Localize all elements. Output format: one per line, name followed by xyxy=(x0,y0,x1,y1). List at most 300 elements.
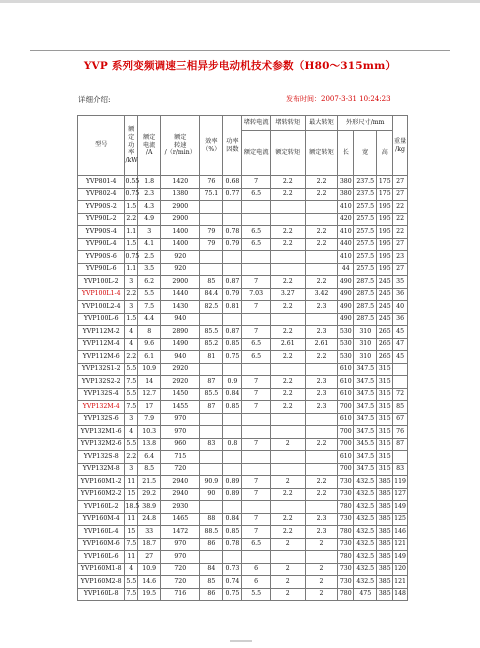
cell-power: 4 xyxy=(125,326,138,339)
cell-stall-current xyxy=(242,463,270,476)
cell-length: 380 xyxy=(338,188,354,201)
cell-width: 347.5 xyxy=(354,463,377,476)
cell-power-factor xyxy=(223,313,242,326)
cell-height: 385 xyxy=(377,488,393,501)
intro-label: 详细介绍: xyxy=(78,95,111,104)
cell-power-factor: 0.87 xyxy=(223,326,242,339)
cell-height: 385 xyxy=(377,576,393,589)
header-weight-part: 重量 xyxy=(393,137,407,145)
cell-speed: 970 xyxy=(161,538,200,551)
cell-max-torque: 2.3 xyxy=(305,326,338,339)
cell-speed: 920 xyxy=(161,251,200,264)
cell-model: YVP90S-2 xyxy=(78,201,125,214)
cell-stall-torque: 2.61 xyxy=(270,338,305,351)
cell-max-torque: 2.2 xyxy=(305,276,338,289)
cell-speed: 1455 xyxy=(161,401,200,414)
header-rated-torque: 额定转矩 xyxy=(270,131,305,176)
cell-stall-torque: 2.2 xyxy=(270,388,305,401)
cell-weight: 23 xyxy=(393,251,408,264)
cell-stall-current: 6 xyxy=(242,563,270,576)
cell-model: YVP160L-6 xyxy=(78,551,125,564)
cell-width: 432.5 xyxy=(354,526,377,539)
cell-stall-torque: 2 xyxy=(270,538,305,551)
cell-height: 385 xyxy=(377,513,393,526)
cell-weight: 45 xyxy=(393,326,408,339)
cell-height: 245 xyxy=(377,313,393,326)
cell-power-factor xyxy=(223,363,242,376)
cell-max-torque: 2.3 xyxy=(305,513,338,526)
header-weight-part: /kg xyxy=(395,145,405,153)
cell-efficiency xyxy=(200,463,223,476)
cell-max-torque: 2 xyxy=(305,576,338,589)
cell-current: 18.7 xyxy=(138,538,161,551)
cell-width: 257.5 xyxy=(354,213,377,226)
cell-current: 8.5 xyxy=(138,463,161,476)
cell-weight: 83 xyxy=(393,463,408,476)
cell-max-torque: 2.61 xyxy=(305,338,338,351)
cell-model: YVP160M1-8 xyxy=(78,563,125,576)
cell-weight: 127 xyxy=(393,488,408,501)
cell-model: YVP132S1-2 xyxy=(78,363,125,376)
cell-height: 315 xyxy=(377,401,393,414)
cell-width: 347.5 xyxy=(354,426,377,439)
cell-speed: 2900 xyxy=(161,276,200,289)
cell-current: 12.7 xyxy=(138,388,161,401)
table-row xyxy=(78,251,408,264)
cell-current: 14.6 xyxy=(138,576,161,589)
cell-stall-current xyxy=(242,263,270,276)
cell-weight: 22 xyxy=(393,201,408,214)
cell-power-factor xyxy=(223,451,242,464)
table-row xyxy=(78,476,408,489)
cell-stall-current: 7 xyxy=(242,401,270,414)
cell-width: 287.5 xyxy=(354,301,377,314)
cell-current: 1.8 xyxy=(138,176,161,189)
cell-speed: 2930 xyxy=(161,501,200,514)
cell-efficiency: 85 xyxy=(200,276,223,289)
header-power-part: 率 xyxy=(128,149,135,157)
header-efficiency xyxy=(200,116,223,176)
cell-weight xyxy=(393,363,408,376)
table-row xyxy=(78,263,408,276)
cell-height: 315 xyxy=(377,438,393,451)
cell-stall-current: 5.5 xyxy=(242,588,270,601)
table-row xyxy=(78,488,408,501)
cell-power: 11 xyxy=(125,551,138,564)
cell-model: YVP90S-4 xyxy=(78,226,125,239)
cell-width: 432.5 xyxy=(354,476,377,489)
cell-model: YVP90S-6 xyxy=(78,251,125,264)
cell-speed: 940 xyxy=(161,351,200,364)
cell-stall-torque xyxy=(270,251,305,264)
cell-stall-current xyxy=(242,363,270,376)
cell-power: 18.5 xyxy=(125,501,138,514)
cell-efficiency: 87 xyxy=(200,401,223,414)
cell-width: 310 xyxy=(354,326,377,339)
cell-max-torque: 2.2 xyxy=(305,188,338,201)
cell-current: 10.3 xyxy=(138,426,161,439)
cell-power-factor: 0.68 xyxy=(223,176,242,189)
cell-stall-torque: 2.2 xyxy=(270,238,305,251)
cell-height: 315 xyxy=(377,413,393,426)
cell-efficiency: 85 xyxy=(200,576,223,589)
cell-current: 21.5 xyxy=(138,476,161,489)
cell-max-torque: 2 xyxy=(305,588,338,601)
cell-speed: 716 xyxy=(161,588,200,601)
cell-power-factor xyxy=(223,213,242,226)
cell-speed: 720 xyxy=(161,576,200,589)
cell-height: 265 xyxy=(377,338,393,351)
cell-model: YVP132S2-2 xyxy=(78,376,125,389)
cell-length: 610 xyxy=(338,363,354,376)
cell-power: 7.5 xyxy=(125,538,138,551)
cell-weight: 149 xyxy=(393,551,408,564)
cell-stall-current: 7 xyxy=(242,301,270,314)
cell-current: 14 xyxy=(138,376,161,389)
cell-power-factor: 0.87 xyxy=(223,276,242,289)
cell-speed: 720 xyxy=(161,463,200,476)
cell-current: 7.5 xyxy=(138,301,161,314)
cell-height: 195 xyxy=(377,213,393,226)
header-power-part: 定 xyxy=(128,133,135,141)
cell-power: 0.75 xyxy=(125,251,138,264)
cell-efficiency: 83 xyxy=(200,438,223,451)
cell-efficiency: 85.5 xyxy=(200,388,223,401)
table-row xyxy=(78,176,408,189)
cell-weight: 36 xyxy=(393,288,408,301)
cell-width: 432.5 xyxy=(354,576,377,589)
cell-model: YVP90L-4 xyxy=(78,238,125,251)
cell-stall-torque: 2.2 xyxy=(270,176,305,189)
cell-speed: 1490 xyxy=(161,338,200,351)
cell-power: 3 xyxy=(125,463,138,476)
cell-efficiency: 90 xyxy=(200,488,223,501)
cell-length: 610 xyxy=(338,413,354,426)
header-power-part: /kW xyxy=(125,157,138,165)
cell-power-factor: 0.81 xyxy=(223,301,242,314)
cell-efficiency xyxy=(200,501,223,514)
cell-stall-current xyxy=(242,201,270,214)
header-power-part: 功 xyxy=(128,141,135,149)
cell-length: 410 xyxy=(338,251,354,264)
cell-efficiency xyxy=(200,263,223,276)
cell-speed: 1400 xyxy=(161,226,200,239)
cell-stall-current: 7 xyxy=(242,388,270,401)
spec-table xyxy=(77,115,408,601)
cell-length: 440 xyxy=(338,238,354,251)
cell-stall-current: 7 xyxy=(242,488,270,501)
cell-stall-torque xyxy=(270,551,305,564)
cell-current: 5.5 xyxy=(138,288,161,301)
cell-max-torque xyxy=(305,363,338,376)
cell-speed: 970 xyxy=(161,426,200,439)
cell-power: 7.5 xyxy=(125,588,138,601)
cell-power: 1.5 xyxy=(125,201,138,214)
cell-current: 17 xyxy=(138,401,161,414)
cell-speed: 970 xyxy=(161,551,200,564)
cell-height: 315 xyxy=(377,363,393,376)
cell-weight: 27 xyxy=(393,176,408,189)
cell-max-torque xyxy=(305,551,338,564)
cell-width: 257.5 xyxy=(354,238,377,251)
cell-height: 265 xyxy=(377,326,393,339)
table-row xyxy=(78,538,408,551)
cell-height: 265 xyxy=(377,351,393,364)
cell-length: 380 xyxy=(338,176,354,189)
cell-power-factor: 0.75 xyxy=(223,351,242,364)
cell-power: 11 xyxy=(125,476,138,489)
cell-model: YVP160M2-8 xyxy=(78,576,125,589)
cell-power: 2.2 xyxy=(125,213,138,226)
cell-height: 315 xyxy=(377,463,393,476)
cell-power: 1.5 xyxy=(125,238,138,251)
cell-max-torque: 2.2 xyxy=(305,476,338,489)
cell-power-factor: 0.79 xyxy=(223,238,242,251)
cell-height: 245 xyxy=(377,301,393,314)
cell-weight: 45 xyxy=(393,351,408,364)
cell-stall-torque: 2.2 xyxy=(270,351,305,364)
cell-power-factor: 0.84 xyxy=(223,513,242,526)
cell-efficiency: 79 xyxy=(200,238,223,251)
cell-max-torque xyxy=(305,313,338,326)
cell-power-factor: 0.8 xyxy=(223,438,242,451)
cell-stall-current xyxy=(242,413,270,426)
cell-width: 287.5 xyxy=(354,288,377,301)
table-row xyxy=(78,226,408,239)
cell-width: 475 xyxy=(354,588,377,601)
cell-height: 175 xyxy=(377,188,393,201)
cell-efficiency xyxy=(200,363,223,376)
table-row xyxy=(78,338,408,351)
cell-model: YVP132M2-6 xyxy=(78,438,125,451)
cell-width: 432.5 xyxy=(354,501,377,514)
header-speed xyxy=(161,116,200,176)
cell-speed: 2940 xyxy=(161,488,200,501)
cell-width: 237.5 xyxy=(354,188,377,201)
cell-current: 8 xyxy=(138,326,161,339)
cell-stall-torque xyxy=(270,213,305,226)
cell-max-torque: 2 xyxy=(305,538,338,551)
cell-power: 0.75 xyxy=(125,188,138,201)
cell-stall-torque: 2.2 xyxy=(270,226,305,239)
cell-max-torque xyxy=(305,426,338,439)
cell-width: 347.5 xyxy=(354,413,377,426)
cell-power-factor xyxy=(223,263,242,276)
cell-max-torque xyxy=(305,251,338,264)
cell-height: 195 xyxy=(377,238,393,251)
cell-efficiency xyxy=(200,551,223,564)
table-row xyxy=(78,363,408,376)
cell-model: YVP132S-8 xyxy=(78,451,125,464)
cell-max-torque xyxy=(305,501,338,514)
cell-width: 347.5 xyxy=(354,401,377,414)
table-row xyxy=(78,376,408,389)
cell-width: 347.5 xyxy=(354,451,377,464)
cell-power: 0.55 xyxy=(125,176,138,189)
cell-speed: 2920 xyxy=(161,363,200,376)
cell-current: 24.8 xyxy=(138,513,161,526)
cell-current: 3 xyxy=(138,226,161,239)
cell-speed: 2940 xyxy=(161,476,200,489)
cell-speed: 940 xyxy=(161,313,200,326)
cell-height: 195 xyxy=(377,251,393,264)
header-speed-part: /（r/min） xyxy=(164,149,196,157)
cell-power-factor: 0.73 xyxy=(223,563,242,576)
cell-width: 310 xyxy=(354,338,377,351)
cell-weight: 148 xyxy=(393,588,408,601)
cell-max-torque: 3.42 xyxy=(305,288,338,301)
cell-stall-current: 6.5 xyxy=(242,188,270,201)
cell-speed: 2890 xyxy=(161,326,200,339)
cell-power-factor: 0.89 xyxy=(223,476,242,489)
cell-width: 347.5 xyxy=(354,376,377,389)
cell-model: YVP100L-2 xyxy=(78,276,125,289)
page-footer-mark xyxy=(230,640,252,642)
cell-weight: 35 xyxy=(393,276,408,289)
page-title: YVP 系列变频调速三相异步电动机技术参数（H80～315mm） xyxy=(83,60,397,72)
cell-power: 7.5 xyxy=(125,401,138,414)
cell-efficiency xyxy=(200,213,223,226)
cell-stall-torque xyxy=(270,463,305,476)
cell-current: 27 xyxy=(138,551,161,564)
cell-power-factor: 0.79 xyxy=(223,288,242,301)
table-row xyxy=(78,463,408,476)
cell-efficiency: 84 xyxy=(200,563,223,576)
cell-efficiency xyxy=(200,313,223,326)
header-speed-part: 额定 xyxy=(174,133,187,141)
cell-max-torque xyxy=(305,463,338,476)
table-row xyxy=(78,188,408,201)
cell-power: 4 xyxy=(125,426,138,439)
cell-length: 490 xyxy=(338,276,354,289)
publish-time: 发布时间：2007-3-31 10:24:23 xyxy=(286,95,391,103)
cell-speed: 970 xyxy=(161,413,200,426)
cell-current: 10.9 xyxy=(138,363,161,376)
header-weight xyxy=(393,116,408,176)
cell-max-torque: 2.3 xyxy=(305,388,338,401)
cell-power: 5.5 xyxy=(125,438,138,451)
cell-efficiency xyxy=(200,413,223,426)
cell-stall-current: 7 xyxy=(242,276,270,289)
header-length: 长 xyxy=(338,131,354,176)
cell-max-torque: 2.3 xyxy=(305,376,338,389)
cell-power-factor: 0.78 xyxy=(223,226,242,239)
cell-height: 385 xyxy=(377,538,393,551)
cell-length: 700 xyxy=(338,438,354,451)
cell-length: 700 xyxy=(338,463,354,476)
cell-model: YVP100L-6 xyxy=(78,313,125,326)
cell-model: YVP160M1-2 xyxy=(78,476,125,489)
cell-weight: 22 xyxy=(393,213,408,226)
cell-efficiency xyxy=(200,251,223,264)
cell-length: 610 xyxy=(338,388,354,401)
cell-length: 420 xyxy=(338,213,354,226)
cell-stall-current: 7 xyxy=(242,476,270,489)
cell-weight: 72 xyxy=(393,388,408,401)
cell-stall-current: 6 xyxy=(242,576,270,589)
cell-stall-current: 7 xyxy=(242,526,270,539)
cell-model: YVP160M-6 xyxy=(78,538,125,551)
header-rated-torque-2: 额定转矩 xyxy=(305,131,338,176)
table-row xyxy=(78,501,408,514)
cell-efficiency: 75.1 xyxy=(200,188,223,201)
cell-height: 245 xyxy=(377,288,393,301)
header-stall-current: 堵转电流 xyxy=(242,116,270,131)
header-current-part: 额定 xyxy=(142,133,156,141)
cell-length: 730 xyxy=(338,563,354,576)
cell-max-torque: 2.3 xyxy=(305,401,338,414)
cell-model: YVP132M-8 xyxy=(78,463,125,476)
cell-efficiency: 84.4 xyxy=(200,288,223,301)
cell-width: 257.5 xyxy=(354,201,377,214)
cell-height: 385 xyxy=(377,476,393,489)
cell-length: 530 xyxy=(338,338,354,351)
cell-efficiency xyxy=(200,426,223,439)
cell-efficiency: 82.5 xyxy=(200,301,223,314)
cell-weight: 67 xyxy=(393,413,408,426)
header-power xyxy=(125,116,138,176)
cell-weight: 36 xyxy=(393,313,408,326)
cell-power: 3 xyxy=(125,413,138,426)
cell-width: 432.5 xyxy=(354,563,377,576)
cell-power: 2.2 xyxy=(125,351,138,364)
cell-efficiency xyxy=(200,201,223,214)
cell-power: 4 xyxy=(125,338,138,351)
cell-model: YVP100L2-4 xyxy=(78,301,125,314)
cell-efficiency: 76 xyxy=(200,176,223,189)
table-row xyxy=(78,426,408,439)
cell-speed: 2900 xyxy=(161,201,200,214)
cell-power: 2.2 xyxy=(125,288,138,301)
cell-stall-torque xyxy=(270,201,305,214)
cell-height: 245 xyxy=(377,276,393,289)
header-pf-part: 功率 xyxy=(226,137,239,145)
cell-max-torque xyxy=(305,451,338,464)
cell-speed: 715 xyxy=(161,451,200,464)
cell-model: YVP160L-8 xyxy=(78,588,125,601)
cell-stall-torque: 2.2 xyxy=(270,326,305,339)
cell-power: 1.1 xyxy=(125,226,138,239)
cell-stall-torque xyxy=(270,451,305,464)
cell-max-torque xyxy=(305,201,338,214)
cell-height: 385 xyxy=(377,526,393,539)
cell-model: YVP160M2-2 xyxy=(78,488,125,501)
cell-stall-torque: 2.2 xyxy=(270,276,305,289)
cell-power-factor xyxy=(223,413,242,426)
title-divider xyxy=(30,50,450,51)
cell-stall-torque: 2 xyxy=(270,438,305,451)
cell-model: YVP160L-4 xyxy=(78,526,125,539)
cell-weight: 85 xyxy=(393,401,408,414)
cell-current: 4.4 xyxy=(138,313,161,326)
table-row xyxy=(78,201,408,214)
table-row xyxy=(78,526,408,539)
cell-width: 237.5 xyxy=(354,176,377,189)
cell-height: 315 xyxy=(377,451,393,464)
cell-speed: 2920 xyxy=(161,376,200,389)
table-row xyxy=(78,413,408,426)
top-border xyxy=(0,0,480,3)
cell-current: 10.9 xyxy=(138,563,161,576)
cell-weight: 27 xyxy=(393,188,408,201)
cell-stall-torque: 2.2 xyxy=(270,526,305,539)
cell-weight xyxy=(393,376,408,389)
cell-stall-current: 6.5 xyxy=(242,338,270,351)
header-stall-torque: 堵转转矩 xyxy=(270,116,305,131)
cell-stall-torque xyxy=(270,501,305,514)
cell-speed: 1465 xyxy=(161,513,200,526)
cell-stall-current: 6.5 xyxy=(242,238,270,251)
